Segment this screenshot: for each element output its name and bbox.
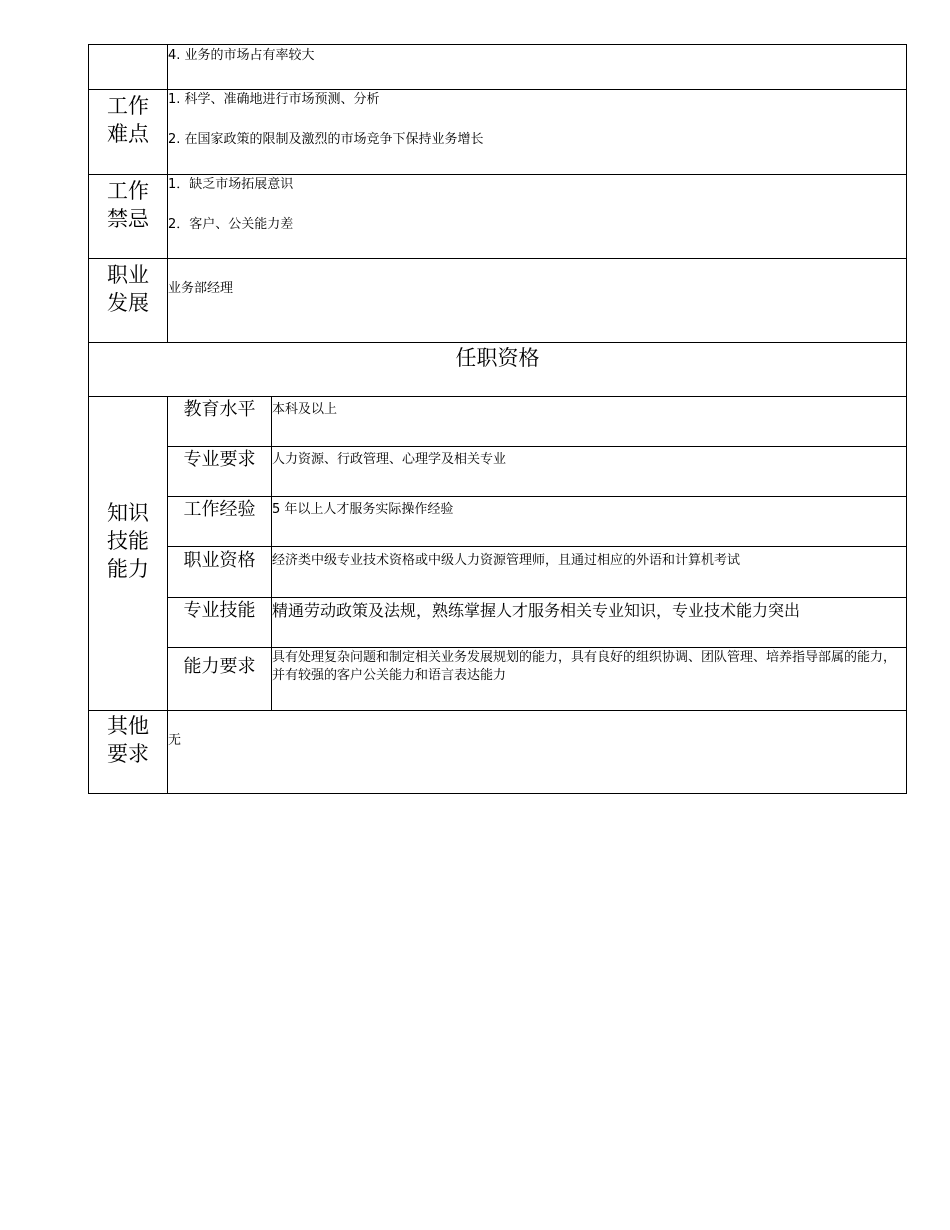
row-divider [167,647,906,648]
difficulty-item: 2. 在国家政策的限制及激烈的市场竞争下保持业务增长 [168,132,484,147]
education-value [272,401,902,419]
row-divider [89,258,906,259]
skill-value [272,601,902,621]
taboo-item: 2．客户、公关能力差 [168,217,294,232]
row-divider [167,496,906,497]
difficulty-label: 工作 难点 [107,94,149,146]
skill-text: 精通劳动政策及法规，熟练掌握人才服务相关专业知识，专业技术能力突出 [272,601,801,620]
experience-value [272,501,902,519]
taboo-content [168,176,898,234]
certification-value [272,552,902,570]
taboo-item: 1．缺乏市场拓展意识 [168,177,294,192]
row-divider [167,597,906,598]
major-text: 人力资源、行政管理、心理学及相关专业 [272,452,507,467]
row-divider [89,710,906,711]
experience-text: 5 年以上人才服务实际操作经验 [272,502,454,517]
experience-label: 工作经验 [183,499,256,520]
row-divider [89,396,906,397]
other-value: 无 [168,733,182,748]
certification-label: 职业资格 [183,550,256,571]
major-label: 专业要求 [183,449,256,470]
career-content [168,280,898,298]
other-content [168,732,898,750]
certification-text: 经济类中级专业技术资格或中级人力资源管理师，且通过相应的外语和计算机考试 [272,553,741,568]
ability-label: 能力要求 [183,656,256,677]
skill-label: 专业技能 [183,600,256,621]
education-label: 教育水平 [183,399,256,420]
job-description-table [88,44,907,794]
other-label: 其他 要求 [107,714,149,766]
ability-text: 具有处理复杂问题和制定相关业务发展规划的能力，具有良好的组织协调、团队管理、培养指导部属的能力，并有较强的客户公关能力和语言表达能力 [272,650,897,683]
row-divider [89,174,906,175]
career-label: 职业 发展 [107,263,149,315]
difficulty-item: 1. 科学、准确地进行市场预测、分析 [168,92,380,107]
taboo-label: 工作 禁忌 [107,179,149,231]
skills-group-label: 知识 技能 能力 [107,501,149,581]
ability-value [272,649,902,685]
education-text: 本科及以上 [272,402,338,417]
row-divider [167,546,906,547]
row-divider [89,89,906,90]
continuation-cell [168,47,898,65]
row-divider [167,446,906,447]
row-divider [89,342,906,343]
difficulty-content [168,91,898,149]
major-value [272,451,902,469]
continuation-item: 4. 业务的市场占有率较大 [168,48,315,63]
career-value: 业务部经理 [168,281,234,296]
qualification-title: 任职资格 [455,346,540,370]
